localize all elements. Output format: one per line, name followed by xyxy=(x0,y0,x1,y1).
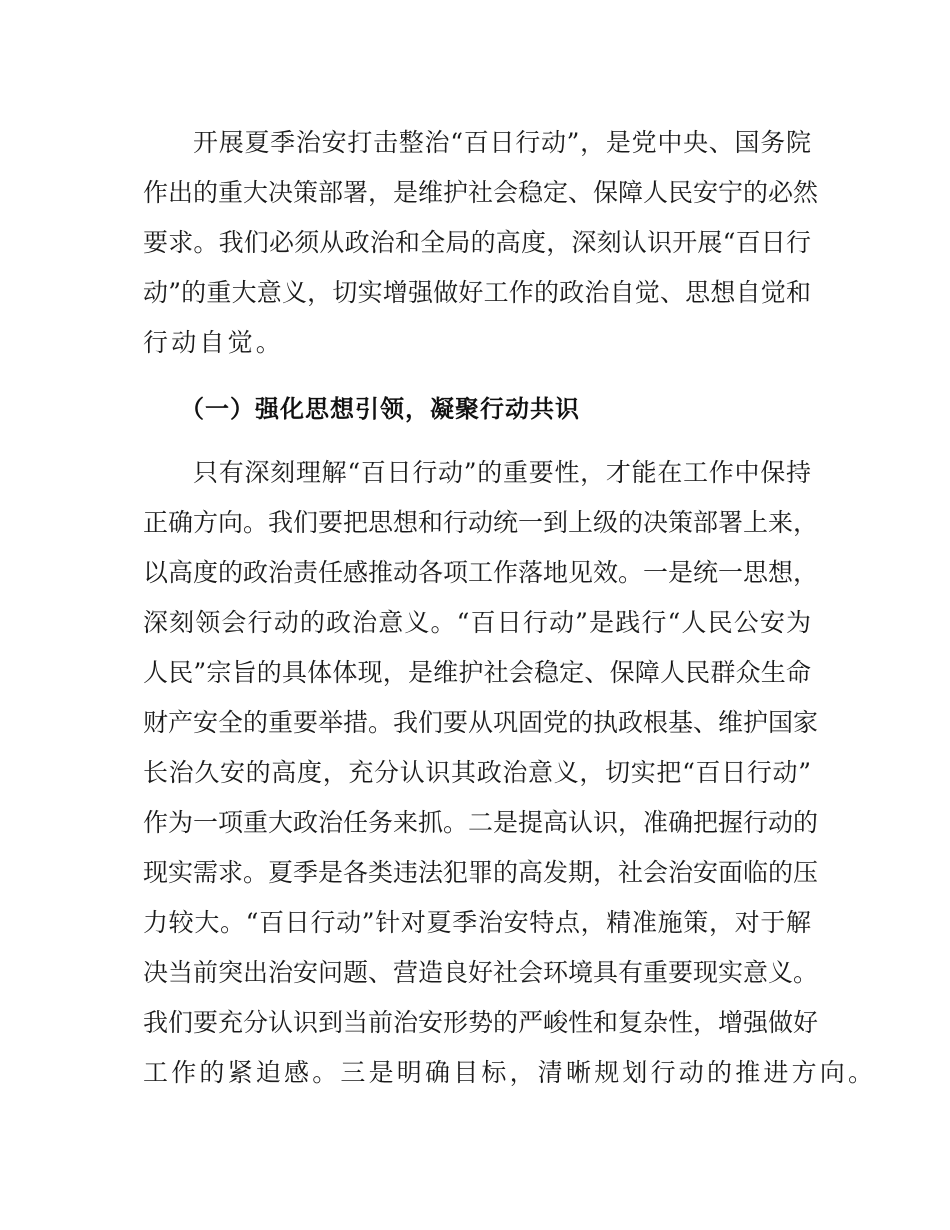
paragraph-2-line-1: 只有深刻理解“百日行动”的重要性，才能在工作中保持 xyxy=(193,458,811,487)
paragraph-2-line-4: 深刻领会行动的政治意义。“百日行动”是践行“人民公安为 xyxy=(143,608,811,637)
paragraph-1-line-5: 行动自觉。 xyxy=(143,328,285,357)
paragraph-1-line-1: 开展夏季治安打击整治“百日行动”，是党中央、国务院 xyxy=(193,128,811,157)
paragraph-2-line-8: 作为一项重大政治任务来抓。二是提高认识，准确把握行动的 xyxy=(143,808,819,837)
paragraph-2-line-6: 财产安全的重要举措。我们要从巩固党的执政根基、维护国家 xyxy=(143,708,819,737)
paragraph-1-line-3: 要求。我们必须从政治和全局的高度，深刻认识开展“百日行 xyxy=(143,228,811,257)
paragraph-2-line-2: 正确方向。我们要把思想和行动统一到上级的决策部署上来， xyxy=(143,508,819,537)
paragraph-2-line-3: 以高度的政治责任感推动各项工作落地见效。一是统一思想， xyxy=(143,558,819,587)
paragraph-1-line-4: 动”的重大意义，切实增强做好工作的政治自觉、思想自觉和 xyxy=(143,278,811,307)
paragraph-2-line-7: 长治久安的高度，充分认识其政治意义，切实把“百日行动” xyxy=(143,758,811,787)
paragraph-2-line-11: 决当前突出治安问题、营造良好社会环境具有重要现实意义。 xyxy=(143,958,819,987)
paragraph-2-line-12: 我们要充分认识到当前治安形势的严峻性和复杂性，增强做好 xyxy=(143,1008,819,1037)
paragraph-1-line-2: 作出的重大决策部署，是维护社会稳定、保障人民安宁的必然 xyxy=(143,178,819,207)
paragraph-2-line-10: 力较大。“百日行动”针对夏季治安特点，精准施策，对于解 xyxy=(143,908,811,937)
paragraph-2-line-9: 现实需求。夏季是各类违法犯罪的高发期，社会治安面临的压 xyxy=(143,858,819,887)
paragraph-2-line-13: 工作的紧迫感。三是明确目标，清晰规划行动的推进方向。 xyxy=(143,1058,877,1087)
section-heading: （一）强化思想引领，凝聚行动共识 xyxy=(180,395,580,423)
paragraph-2-line-5: 人民”宗旨的具体体现，是维护社会稳定、保障人民群众生命 xyxy=(143,658,811,687)
